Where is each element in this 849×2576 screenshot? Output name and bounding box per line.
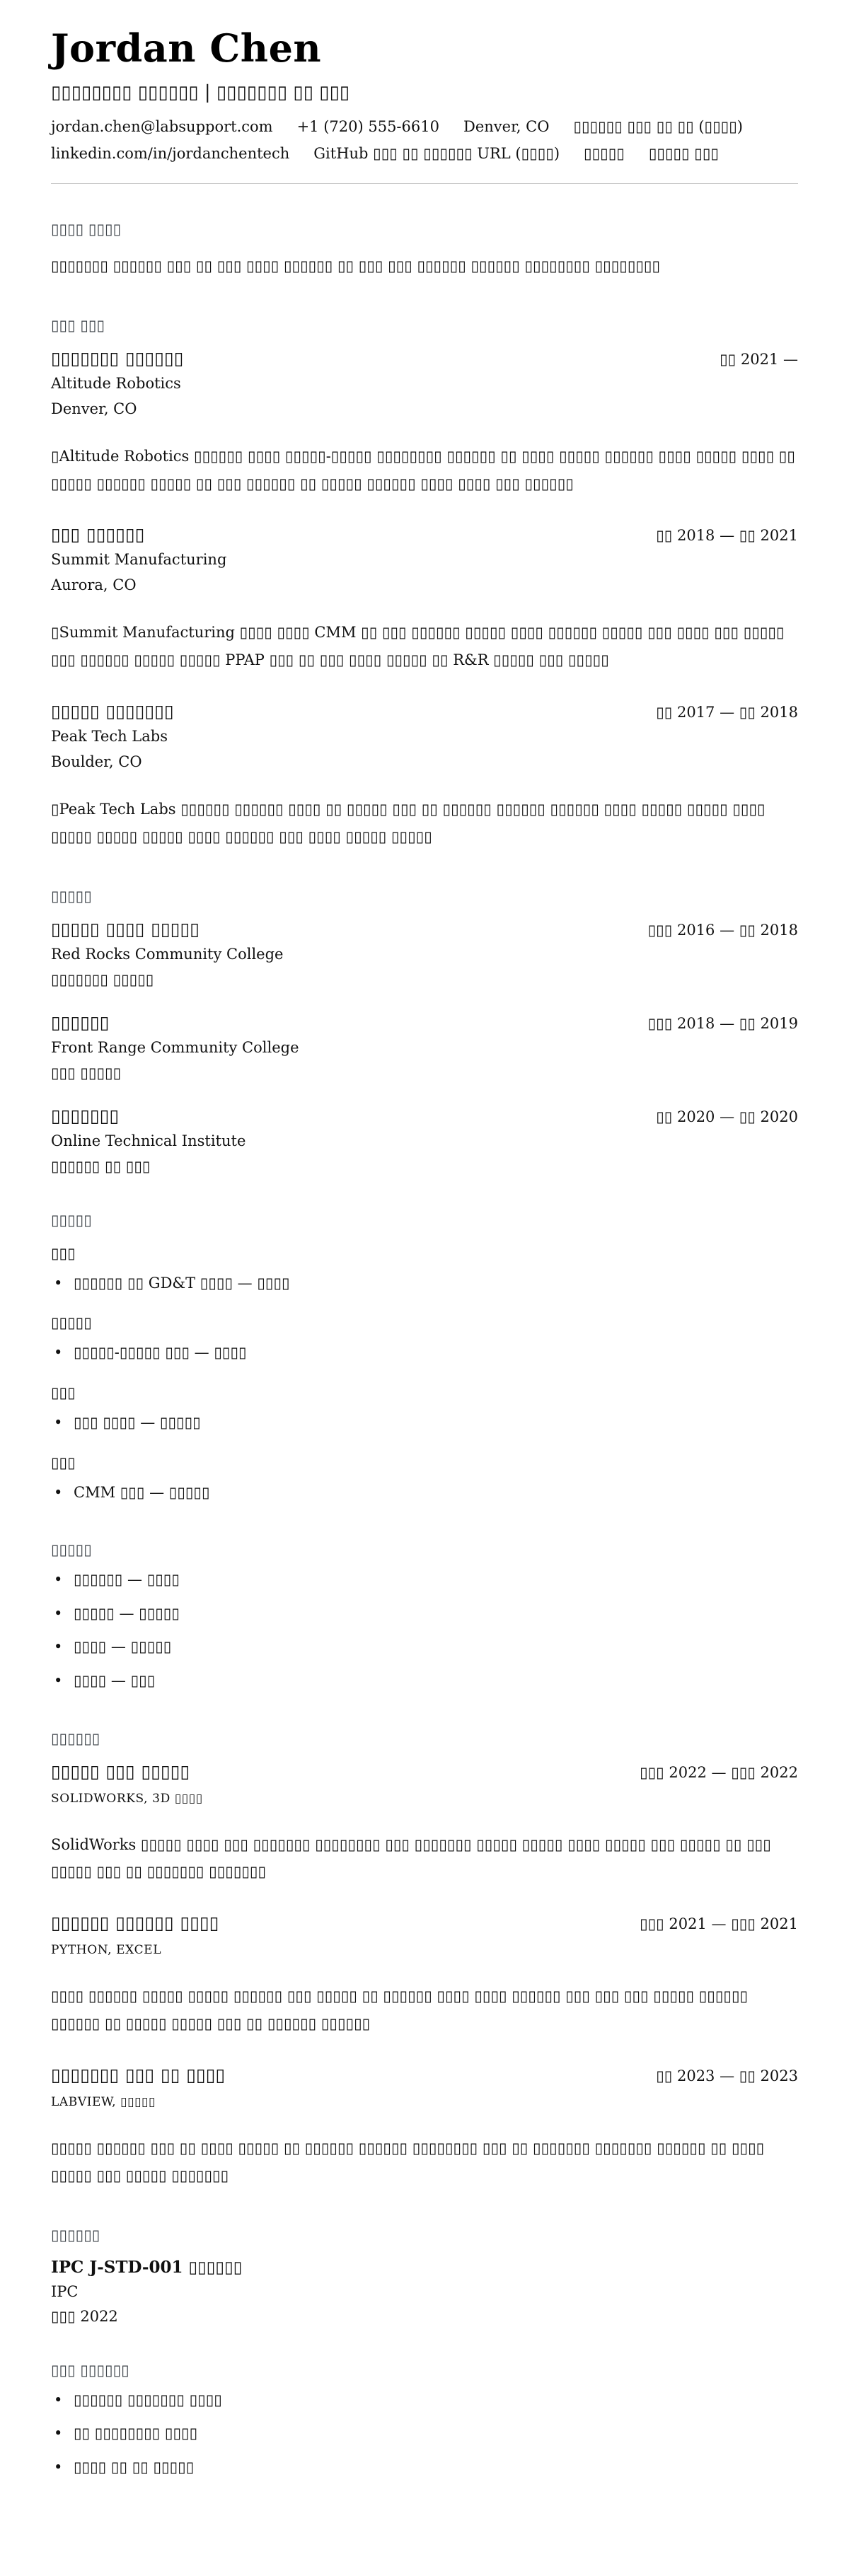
education-entry-head <box>51 1106 798 1126</box>
job-location: Denver, CO <box>51 400 137 417</box>
degree-title: ▯▯▯▯▯▯▯ <box>51 1105 120 1126</box>
project-dates: ▯▯▯ 2021 — ▯▯▯ 2021 <box>640 1915 798 1933</box>
job-company: Summit Manufacturing <box>51 551 227 569</box>
job-description: ▯Peak Tech Labs ▯▯▯▯▯▯ ▯▯▯▯▯▯ ▯▯▯▯ ▯▯ ▯▯▯▯▯ ▯▯▯ ▯▯ ▯▯▯▯▯▯ ▯▯▯▯▯▯ ▯▯▯▯▯▯ ▯▯▯▯ ▯▯▯▯▯ ▯▯▯▯▯ ▯▯▯▯ ▯▯▯▯▯ ▯▯▯▯▯ ▯▯▯▯▯ ▯▯▯▯ ▯▯▯▯▯▯ ▯▯▯ ▯▯▯▯ ▯▯▯▯▯ ▯▯▯▯▯ <box>51 801 766 846</box>
skill-group-label: ▯▯▯ <box>51 1243 76 1262</box>
project-description: SolidWorks ▯▯▯▯▯ ▯▯▯▯ ▯▯▯ ▯▯▯▯▯▯▯ ▯▯▯▯▯▯▯▯ ▯▯▯ ▯▯▯▯▯▯▯ ▯▯▯▯▯ ▯▯▯▯▯ ▯▯▯▯ ▯▯▯▯▯ ▯▯▯ ▯▯▯▯▯ ▯▯ ▯▯▯ ▯▯▯▯▯ ▯▯▯ ▯▯ ▯▯▯▯▯▯▯ ▯▯▯▯▯▯▯ <box>51 1835 771 1881</box>
education-dates: ▯▯▯ 2018 — ▯▯ 2019 <box>647 1014 798 1032</box>
resume-header <box>51 25 798 184</box>
skill-group <box>51 1313 798 1365</box>
project-entry-head <box>51 2065 798 2085</box>
section-languages <box>51 1541 798 1693</box>
project-tech: PYTHON, EXCEL <box>51 1943 162 1958</box>
job-title: ▯▯▯ ▯▯▯▯▯▯ <box>51 524 145 545</box>
language-item: • ▯▯▯▯ — ▯▯▯ <box>51 1669 798 1693</box>
additional-item: • ▯▯ ▯▯▯▯▯▯▯▯ ▯▯▯▯ <box>51 2422 798 2446</box>
job-location: Aurora, CO <box>51 576 137 594</box>
language-list <box>51 1568 798 1693</box>
section-additional <box>51 2362 798 2480</box>
section-experience <box>51 317 798 851</box>
relocation-note: ▯▯▯▯▯▯ ▯▯▯ ▯▯ ▯▯ (▯▯▯▯) <box>573 118 743 135</box>
certifications-heading: ▯▯▯▯▯▯ <box>51 2226 100 2244</box>
project-entry <box>51 2065 798 2190</box>
summary-heading: ▯▯▯▯ ▯▯▯▯ <box>51 221 122 238</box>
languages-heading: ▯▯▯▯▯ <box>51 1541 92 1559</box>
field-of-study: ▯▯▯▯▯▯▯ ▯▯▯▯▯ <box>51 970 154 988</box>
skills-heading: ▯▯▯▯▯ <box>51 1211 92 1229</box>
school-name: Front Range Community College <box>51 1038 299 1056</box>
job-title: ▯▯▯▯▯▯▯ ▯▯▯▯▯▯ <box>51 347 184 369</box>
header-divider <box>51 183 798 184</box>
project-entry <box>51 1761 798 1886</box>
projects-heading: ▯▯▯▯▯▯ <box>51 1729 100 1747</box>
job-entry <box>51 524 798 674</box>
project-entry-head <box>51 1913 798 1933</box>
skill-group-label: ▯▯▯ <box>51 1453 76 1471</box>
school-name: Red Rocks Community College <box>51 945 284 963</box>
education-heading: ▯▯▯▯▯ <box>51 887 92 905</box>
job-entry <box>51 701 798 851</box>
education-dates: ▯▯ 2020 — ▯▯ 2020 <box>656 1108 798 1125</box>
project-tech: SOLIDWORKS, 3D ▯▯▯▯ <box>51 1791 203 1806</box>
skill-group-label: ▯▯▯▯▯ <box>51 1313 92 1332</box>
language-item: • ▯▯▯▯▯▯ — ▯▯▯▯ <box>51 1568 798 1592</box>
contact-extra-1: ▯▯▯▯▯ <box>584 145 625 162</box>
job-dates: ▯▯ 2021 — <box>720 350 798 368</box>
skill-group <box>51 1383 798 1435</box>
section-skills <box>51 1212 798 1504</box>
experience-heading: ▯▯▯ ▯▯▯ <box>51 316 105 334</box>
additional-item: • ▯▯▯▯▯▯ ▯▯▯▯▯▯▯ ▯▯▯▯ <box>51 2389 798 2413</box>
project-description: ▯▯▯▯ ▯▯▯▯▯▯ ▯▯▯▯▯ ▯▯▯▯▯ ▯▯▯▯▯▯ ▯▯▯ ▯▯▯▯▯ ▯▯ ▯▯▯▯▯▯ ▯▯▯▯ ▯▯▯▯ ▯▯▯▯▯▯ ▯▯▯ ▯▯▯ ▯▯▯ ▯▯▯▯▯ ▯▯▯▯▯▯ ▯▯▯▯▯▯ ▯▯ ▯▯▯▯▯ ▯▯▯▯▯ ▯▯▯ ▯▯ ▯▯▯▯▯▯ ▯▯▯▯▯▯ <box>51 1988 749 2033</box>
job-company: Altitude Robotics <box>51 374 181 392</box>
job-description: ▯Altitude Robotics ▯▯▯▯▯▯ ▯▯▯▯ ▯▯▯▯▯-▯▯▯▯▯ ▯▯▯▯▯▯▯▯ ▯▯▯▯▯▯ ▯▯ ▯▯▯▯ ▯▯▯▯▯ ▯▯▯▯▯▯ ▯▯▯▯ ▯▯▯▯▯ ▯▯▯▯ ▯▯ ▯▯▯▯▯ ▯▯▯▯▯▯ ▯▯▯▯▯ ▯▯ ▯▯▯ ▯▯▯▯▯▯ ▯▯ ▯▯▯▯▯ ▯▯▯▯▯▯ ▯▯▯▯ ▯▯▯▯ ▯▯▯ ▯▯▯▯▯▯ <box>51 447 795 492</box>
section-certifications <box>51 2227 798 2325</box>
project-entry-head <box>51 1761 798 1782</box>
education-dates: ▯▯▯ 2016 — ▯▯ 2018 <box>647 921 798 939</box>
certification-issuer: IPC <box>51 2282 79 2300</box>
skill-list <box>51 1341 798 1365</box>
certification-name: IPC J-STD-001 ▯▯▯▯▯▯ <box>51 2257 243 2277</box>
additional-list <box>51 2389 798 2480</box>
project-description: ▯▯▯▯▯ ▯▯▯▯▯▯ ▯▯▯ ▯▯ ▯▯▯▯ ▯▯▯▯▯ ▯▯ ▯▯▯▯▯▯ ▯▯▯▯▯▯ ▯▯▯▯▯▯▯▯ ▯▯▯ ▯▯ ▯▯▯▯▯▯▯ ▯▯▯▯▯▯▯ ▯▯▯▯▯▯ ▯▯ ▯▯▯▯ ▯▯▯▯▯ ▯▯▯ ▯▯▯▯▯ ▯▯▯▯▯▯▯ <box>51 2139 765 2184</box>
project-title: ▯▯▯▯▯▯▯ ▯▯▯ ▯▯ ▯▯▯▯ <box>51 2064 226 2085</box>
skill-item: • CMM ▯▯▯ — ▯▯▯▯▯ <box>51 1481 798 1505</box>
certification-date: ▯▯▯ 2022 <box>51 2307 118 2325</box>
additional-item: • ▯▯▯▯ ▯▯ ▯▯ ▯▯▯▯▯ <box>51 2456 798 2480</box>
education-entry-head <box>51 919 798 939</box>
job-company: Peak Tech Labs <box>51 728 168 745</box>
degree-title: ▯▯▯▯▯ ▯▯▯▯ ▯▯▯▯▯ <box>51 918 200 939</box>
section-education <box>51 888 798 1175</box>
contact-extra-2: ▯▯▯▯▯ ▯▯▯ <box>648 145 719 162</box>
additional-heading: ▯▯▯ ▯▯▯▯▯▯ <box>51 2361 129 2379</box>
education-entry <box>51 1106 798 1175</box>
location-text: Denver, CO <box>463 118 550 135</box>
field-of-study: ▯▯▯▯▯▯ ▯▯ ▯▯▯ <box>51 1157 151 1175</box>
project-dates: ▯▯▯ 2022 — ▯▯▯ 2022 <box>640 1763 798 1781</box>
candidate-tagline: ▯▯▯▯▯▯▯▯ ▯▯▯▯▯▯ | ▯▯▯▯▯▯▯ ▯▯ ▯▯▯ <box>51 82 350 103</box>
job-entry-head <box>51 524 798 545</box>
job-entry-head <box>51 701 798 721</box>
job-title: ▯▯▯▯▯ ▯▯▯▯▯▯▯ <box>51 701 174 722</box>
language-item: • ▯▯▯▯▯ — ▯▯▯▯▯ <box>51 1602 798 1626</box>
certification-entry <box>51 2258 798 2325</box>
skill-group-label: ▯▯▯ <box>51 1383 76 1402</box>
contact-row-1 <box>51 118 798 135</box>
skill-list <box>51 1481 798 1505</box>
job-entry <box>51 348 798 498</box>
field-of-study: ▯▯▯ ▯▯▯▯▯ <box>51 1064 122 1081</box>
candidate-name: Jordan Chen <box>51 25 322 71</box>
degree-title: ▯▯▯▯▯▯ <box>51 1011 110 1033</box>
project-dates: ▯▯ 2023 — ▯▯ 2023 <box>656 2067 798 2084</box>
project-tech: LABVIEW, ▯▯▯▯▯ <box>51 2094 156 2109</box>
job-entry-head <box>51 348 798 369</box>
school-name: Online Technical Institute <box>51 1132 246 1149</box>
section-summary <box>51 221 798 280</box>
skill-group <box>51 1244 798 1296</box>
email-link[interactable]: jordan.chen@labsupport.com <box>51 118 273 135</box>
phone-number: +1 (720) 555-6610 <box>296 118 439 135</box>
job-description: ▯Summit Manufacturing ▯▯▯▯ ▯▯▯▯ CMM ▯▯ ▯▯▯ ▯▯▯▯▯▯ ▯▯▯▯▯ ▯▯▯▯ ▯▯▯▯▯▯ ▯▯▯▯▯ ▯▯▯ ▯▯▯▯ ▯▯▯ ▯▯▯▯▯ ▯▯▯ ▯▯▯▯▯▯ ▯▯▯▯▯ ▯▯▯▯▯ PPAP ▯▯▯ ▯▯ ▯▯▯ ▯▯▯▯ ▯▯▯▯▯ ▯▯ R&R ▯▯▯▯▯ ▯▯▯ ▯▯▯▯▯ <box>51 624 785 669</box>
job-dates: ▯▯ 2017 — ▯▯ 2018 <box>656 704 798 721</box>
skill-item: • ▯▯▯ ▯▯▯▯ — ▯▯▯▯▯ <box>51 1411 798 1435</box>
skill-item: • ▯▯▯▯▯▯ ▯▯ GD&T ▯▯▯▯ — ▯▯▯▯ <box>51 1272 798 1296</box>
language-item: • ▯▯▯▯ — ▯▯▯▯▯ <box>51 1635 798 1659</box>
section-projects <box>51 1730 798 2190</box>
job-dates: ▯▯ 2018 — ▯▯ 2021 <box>656 527 798 545</box>
contact-row-2 <box>51 145 798 162</box>
project-title: ▯▯▯▯▯ ▯▯▯ ▯▯▯▯▯ <box>51 1760 190 1782</box>
project-title: ▯▯▯▯▯▯ ▯▯▯▯▯▯ ▯▯▯▯ <box>51 1913 219 1934</box>
education-entry-head <box>51 1012 798 1033</box>
skill-list <box>51 1272 798 1296</box>
skill-list <box>51 1411 798 1435</box>
github-note: GitHub ▯▯▯ ▯▯ ▯▯▯▯▯▯ URL (▯▯▯▯) <box>313 145 560 162</box>
education-entry <box>51 919 798 988</box>
project-entry <box>51 1913 798 2038</box>
linkedin-link[interactable]: linkedin.com/in/jordanchentech <box>51 145 290 162</box>
education-entry <box>51 1012 798 1081</box>
skill-group <box>51 1454 798 1505</box>
job-location: Boulder, CO <box>51 753 142 771</box>
skill-item: • ▯▯▯▯▯-▯▯▯▯▯ ▯▯▯ — ▯▯▯▯ <box>51 1341 798 1365</box>
summary-text: ▯▯▯▯▯▯▯ ▯▯▯▯▯▯ ▯▯▯ ▯▯ ▯▯▯ ▯▯▯▯ ▯▯▯▯▯▯ ▯▯ ▯▯▯ ▯▯▯ ▯▯▯▯▯▯ ▯▯▯▯▯▯ ▯▯▯▯▯▯▯▯ ▯▯▯▯▯▯▯▯ <box>51 257 661 274</box>
